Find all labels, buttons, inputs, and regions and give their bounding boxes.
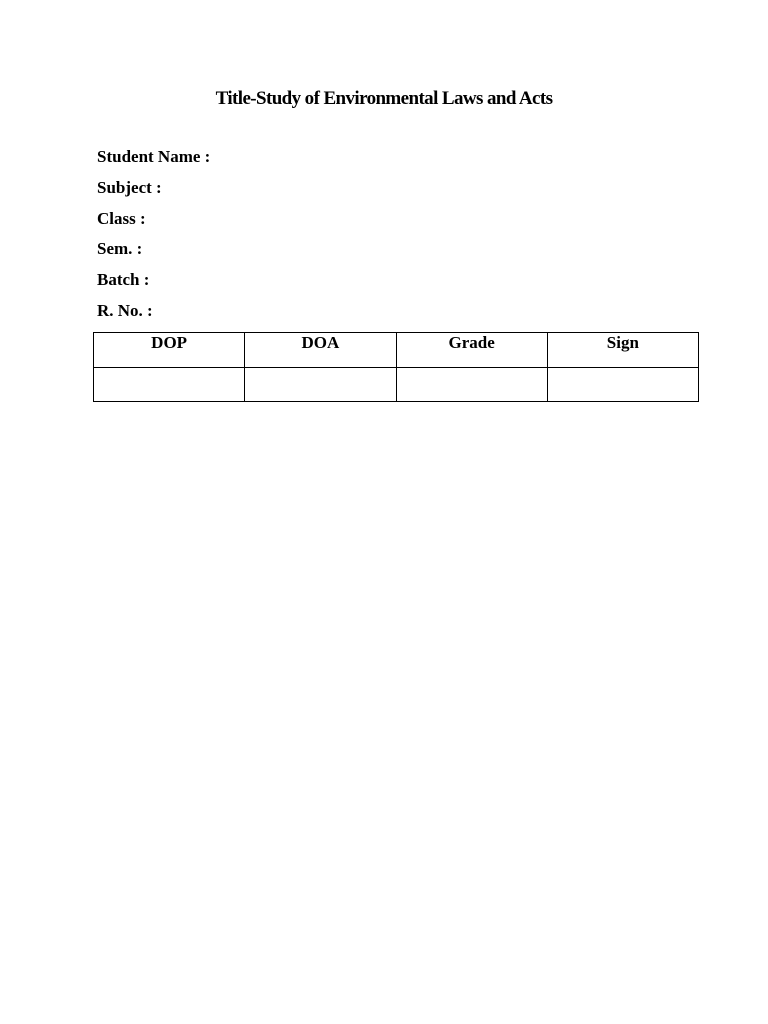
cell-dop — [94, 368, 245, 402]
field-roll-number: R. No. : — [97, 300, 153, 320]
cell-grade — [396, 368, 547, 402]
field-student-name: Student Name : — [97, 147, 211, 166]
column-header-doa: DOA — [245, 333, 396, 368]
column-header-grade: Grade — [396, 333, 547, 368]
column-header-sign: Sign — [547, 333, 698, 368]
column-header-dop: DOP — [94, 333, 245, 368]
record-table — [93, 332, 699, 402]
page-title: Title-Study of Environmental Laws and Acts — [215, 88, 553, 109]
table-header-row — [94, 333, 699, 368]
field-batch: Batch : — [97, 270, 150, 290]
field-class: Class : — [97, 208, 146, 228]
field-sem: Sem. : — [97, 239, 143, 259]
cell-sign — [547, 368, 698, 402]
cell-doa — [245, 368, 396, 402]
field-subject: Subject : — [97, 177, 162, 197]
table-row — [94, 368, 699, 402]
student-details — [97, 146, 210, 331]
